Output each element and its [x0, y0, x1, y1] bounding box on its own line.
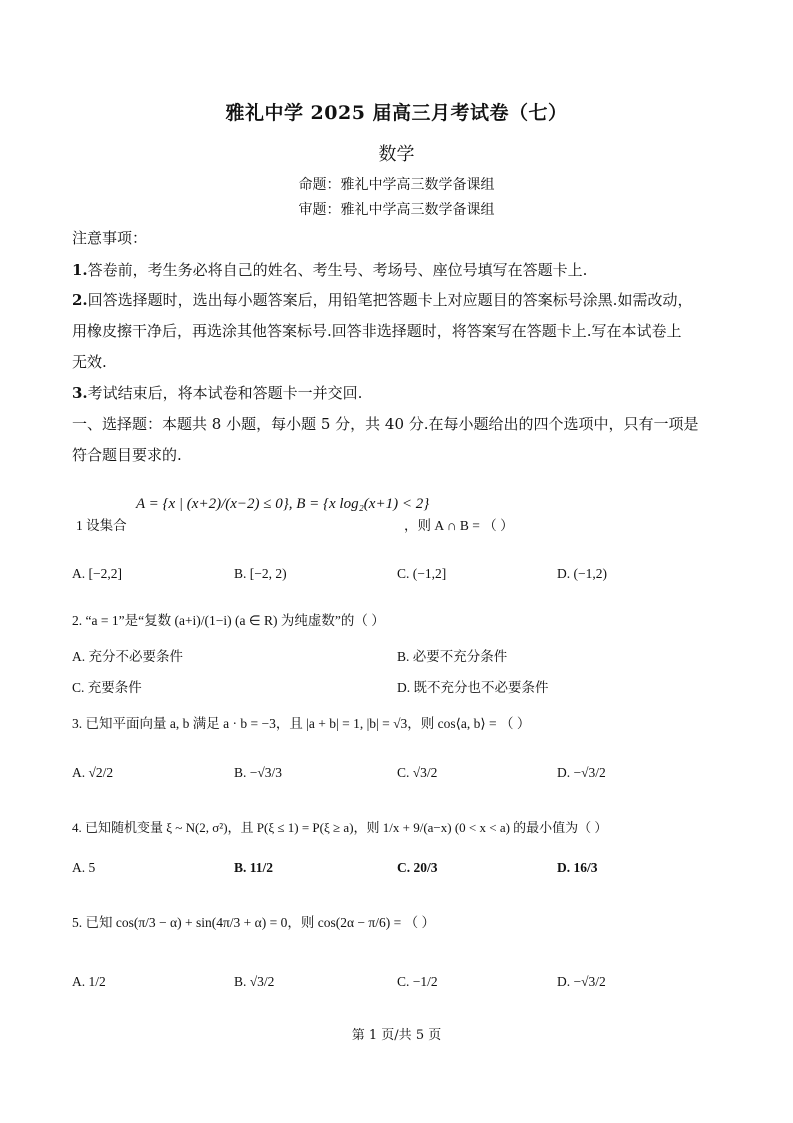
- note-3: [72, 383, 362, 403]
- author-line: 命题：雅礼中学高三数学备课组: [298, 177, 495, 193]
- note-number: 2.: [72, 291, 88, 309]
- q1-option-c: C. (−1,2]: [397, 566, 447, 581]
- q3-option-b: B. −√3/3: [234, 765, 283, 780]
- note-text: 回答选择题时，选出每小题答案后，用铅笔把答题卡上对应题目的答案标号涂黑.如需改动，: [87, 291, 693, 309]
- note-text: 考试结束后，将本试卷和答题卡一并交回.: [87, 384, 363, 402]
- q3-option-c: C. √3/2: [397, 765, 438, 780]
- notes-heading: 注意事项：: [72, 229, 148, 247]
- page-footer: 第 1 页/共 5 页: [351, 1028, 442, 1043]
- q5-stem: 5. 已知 cos(π/3 − α) + sin(4π/3 + α) = 0，则 cos(2α − π/6) = （ ）: [72, 915, 435, 930]
- q5-option-c: C. −1/2: [397, 974, 438, 989]
- q2-option-c: C. 充要条件: [72, 680, 142, 695]
- exam-title: 雅礼中学 2025 届高三月考试卷（七）: [225, 102, 568, 124]
- q4-option-d: D. 16/3: [557, 860, 598, 875]
- q2-option-a: A. 充分不必要条件: [72, 649, 183, 664]
- q3-option-d: D. −√3/2: [557, 765, 606, 780]
- section-1-heading-cont: 符合题目要求的.: [72, 446, 182, 464]
- subject-heading: 数学: [378, 144, 415, 165]
- q3-stem: 3. 已知平面向量 a, b 满足 a · b = −3，且 |a + b| = 1, |b| = √3，则 cos⟨a, b⟩ = （ ）: [72, 716, 531, 731]
- q1-option-a: A. [−2,2]: [72, 566, 122, 581]
- note-2: [72, 290, 692, 310]
- note-text: 答卷前，考生务必将自己的姓名、考生号、考场号、座位号填写在答题卡上.: [87, 261, 588, 279]
- q4-option-a: A. 5: [72, 860, 96, 875]
- q1-option-d: D. (−1,2): [557, 566, 607, 581]
- q4-stem: 4. 已知随机变量 ξ ~ N(2, σ²)，且 P(ξ ≤ 1) = P(ξ ≥ a)，则 1/x + 9/(a−x) (0 < x < a) 的最小值为（ ）: [72, 820, 608, 835]
- q1-stem-suffix: ，则 A ∩ B = （ ）: [404, 518, 514, 533]
- q1-option-b: B. [−2, 2): [234, 566, 287, 581]
- q2-option-b: B. 必要不充分条件: [397, 649, 508, 664]
- note-1: [72, 260, 587, 280]
- reviewer-line: 审题：雅礼中学高三数学备课组: [298, 202, 495, 218]
- note-2-line-2: 用橡皮擦干净后，再选涂其他答案标号.回答非选择题时，将答案写在答题卡上.写在本试卷上: [72, 322, 682, 340]
- q5-option-d: D. −√3/2: [557, 974, 606, 989]
- note-number: 1.: [72, 261, 88, 279]
- q2-stem: 2. “a = 1”是“复数 (a+i)/(1−i) (a ∈ R) 为纯虚数”的（ ）: [72, 613, 385, 628]
- q5-option-a: A. 1/2: [72, 974, 106, 989]
- q1-stem-prefix: 1 设集合: [76, 518, 127, 533]
- q2-option-d: D. 既不充分也不必要条件: [397, 680, 549, 695]
- q1-set-definition: A = {x | (x+2)/(x−2) ≤ 0}, B = {x log₂(x+1) < 2}: [136, 496, 430, 512]
- note-number: 3.: [72, 384, 88, 402]
- q5-option-b: B. √3/2: [234, 974, 275, 989]
- q4-option-c: C. 20/3: [397, 860, 438, 875]
- section-1-heading: 一、选择题：本题共 8 小题，每小题 5 分，共 40 分.在每小题给出的四个选项中，只有一项是: [72, 415, 699, 433]
- q4-option-b: B. 11/2: [234, 860, 274, 875]
- note-2-line-3: 无效.: [72, 353, 107, 371]
- q3-option-a: A. √2/2: [72, 765, 114, 780]
